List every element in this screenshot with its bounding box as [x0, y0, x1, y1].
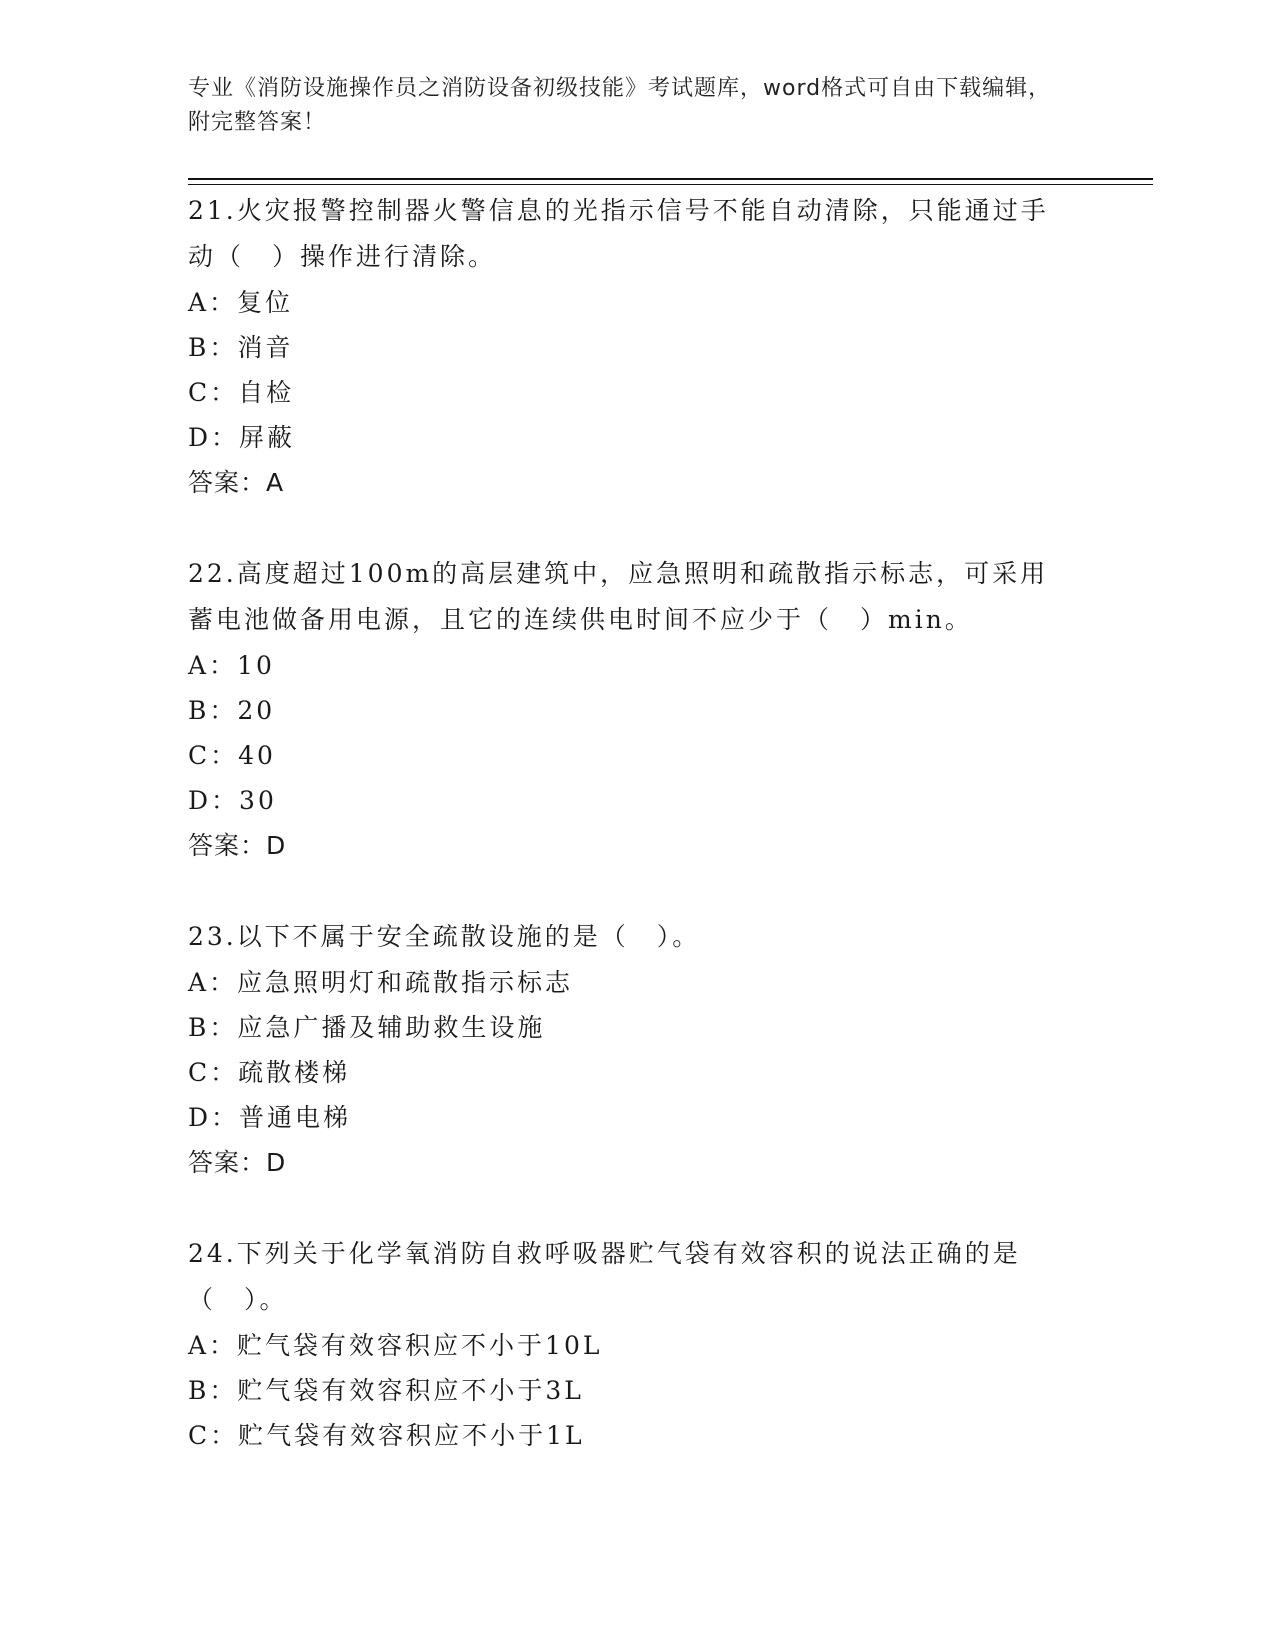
question-21	[188, 188, 1153, 505]
answer-line: 答案：A	[188, 468, 285, 497]
option-a: A：复位	[188, 288, 294, 317]
question-stem: 22.高度超过100m的高层建筑中，应急照明和疏散指示标志，可采用蓄电池做备用电源，且它的连续供电时间不应少于（ ）min。	[188, 559, 1049, 634]
option-b: B：20	[188, 696, 276, 725]
header-divider-thin	[188, 184, 1153, 185]
document-page	[188, 0, 1153, 1650]
question-stem: 23.以下不属于安全疏散设施的是（ ）。	[188, 922, 701, 951]
option-d: D：30	[188, 786, 277, 815]
option-a: A：10	[188, 651, 275, 680]
option-d: D：屏蔽	[188, 423, 296, 452]
option-a: A：贮气袋有效容积应不小于10L	[188, 1331, 603, 1360]
question-22	[188, 551, 1153, 868]
question-list	[188, 188, 1153, 1504]
question-stem: 21.火灾报警控制器火警信息的光指示信号不能自动清除，只能通过手动（ ）操作进行清除。	[188, 196, 1049, 271]
option-a: A：应急照明灯和疏散指示标志	[188, 968, 574, 997]
option-b: B：贮气袋有效容积应不小于3L	[188, 1376, 584, 1405]
option-c: C：40	[188, 741, 276, 770]
option-c: C：疏散楼梯	[188, 1058, 351, 1087]
option-c: C：贮气袋有效容积应不小于1L	[188, 1421, 585, 1450]
option-b: B：消音	[188, 333, 294, 362]
answer-line: 答案：D	[188, 831, 287, 860]
answer-line: 答案：D	[188, 1148, 287, 1177]
option-d: D：普通电梯	[188, 1103, 352, 1132]
question-23	[188, 914, 1153, 1185]
document-header: 专业《消防设施操作员之消防设备初级技能》考试题库，word格式可自由下载编辑，附完整答案！	[188, 76, 1052, 135]
question-stem: 24.下列关于化学氧消防自救呼吸器贮气袋有效容积的说法正确的是（ ）。	[188, 1239, 1021, 1314]
option-b: B：应急广播及辅助救生设施	[188, 1013, 546, 1042]
option-c: C：自检	[188, 378, 295, 407]
header-divider-thick	[188, 178, 1153, 180]
question-24	[188, 1231, 1153, 1458]
